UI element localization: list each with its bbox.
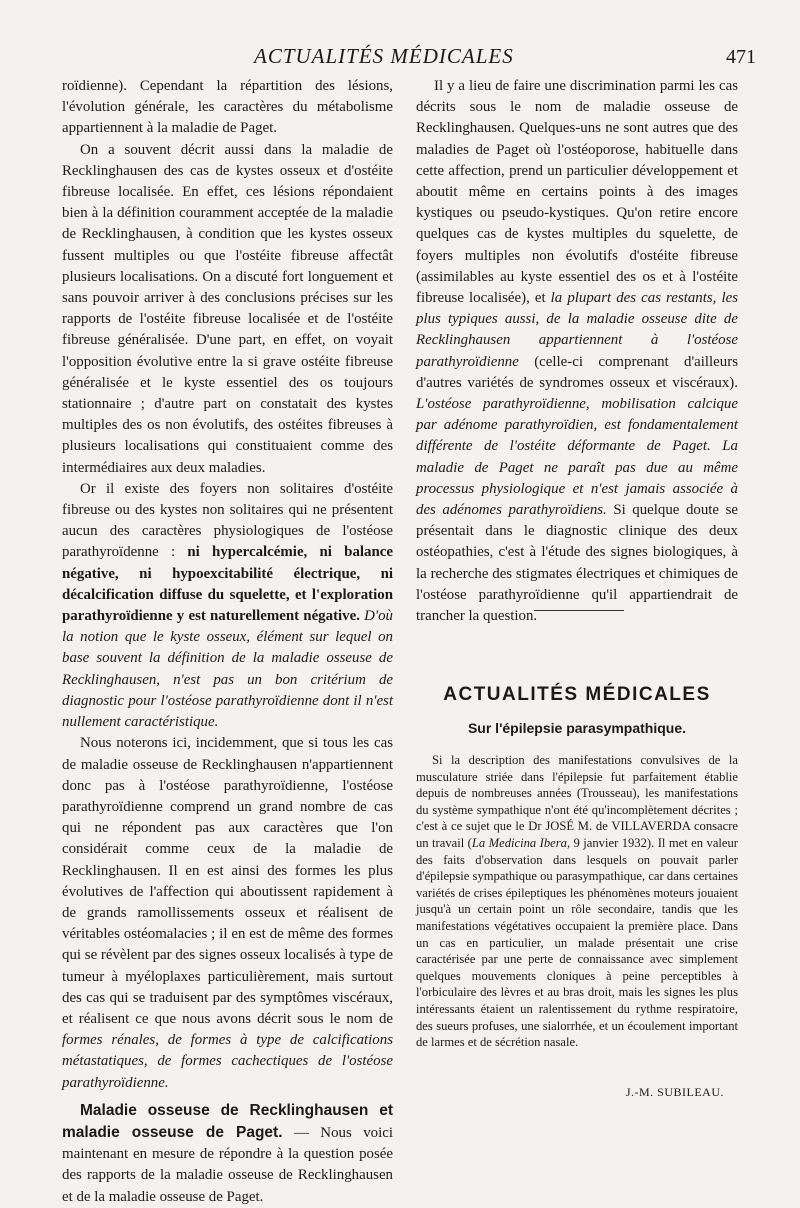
news-text-b: , 9 janvier 1932). Il met en valeur des faits d'observation dans lesquels on pouvait parler d'épilepsie sympathique ou parasympathique, car dans certaines variétés de crises épileptiques les phénomènes moteurs jouaient jusqu'à un certain point un rôle secondaire, tandis que les manifestations végétatives occupaient la première place. Dans un cas en particulier, un malade présentait une crise caractérisée par une perte de connaissance avec simplement quelques mouvements cloniques à peine perceptibles à l'orbiculaire des lèvres et au bras droit, mais les signes les plus intéressants étaient un ralentissement du rythme respiratoire, des sueurs profuses, une sialorrhée, et un écoulement important de larmes et de sécrétion nasale. — [416, 835, 738, 1050]
right-paragraph-1-italic-a: la plupart des cas restants, les plus typiques aussi, de la maladie osseuse dite de Recklinghausen appartiennent à l'ostéose parathyroïdienne — [416, 290, 738, 370]
left-paragraph-3-bold: ni hypercalcémie, ni balance négative, ni hypoexcitabilité électrique, ni décalcification diffuse du squelette, et l'exploration parathyroïdienne y est naturellement négative. — [62, 544, 393, 625]
page-number: 471 — [726, 46, 756, 68]
left-paragraph-4-text: Nous noterons ici, incidemment, que si tous les cas de maladie osseuse de Recklinghausen n'appartiennent donc pas à l'ostéose parathyroïdienne, l'ostéose parathyroïdienne comprend un grand nombre de cas qui ne répondent pas aux caractères que l'on considérait comme ceux de la maladie de Recklinghausen. Il en est ainsi des formes les plus évolutives de l'affection qui aboutissent rapidement à de grands ramollissements osseux et réalisent de véritables ostéomalacies ; il en est de même des formes qui se révèlent par des signes osseux localisés à type de tumeur à myéloplaxes particulièrement, mais surtout des cas qui se traduisent par des symptômes viscéraux, et réalisent ce que nous avons décrit sous le nom de — [62, 735, 393, 1027]
left-paragraph-4 — [62, 733, 393, 1093]
left-paragraph-5-text: — Nous voici maintenant en mesure de répondre à la question posée des rapports de la maladie osseuse de Recklinghausen et de la maladie osseuse de Paget. — [62, 1124, 393, 1205]
left-paragraph-1: roïdienne). Cependant la répartition des lésions, l'évolution générale, les caractères du métabolisme appartiennent à la maladie de Paget. — [62, 78, 393, 137]
section-heading-recklinghausen-paget: Maladie osseuse de Recklinghausen et maladie osseuse de Paget. — [62, 1101, 393, 1141]
right-column — [416, 76, 738, 627]
left-paragraph-3-text: Or il existe des foyers non solitaires d'ostéite fibreuse ou des kystes non solitaires qui ne présentent aucun des caractères physiologiques de l'ostéose parathyroïdenne : — [62, 480, 393, 561]
news-subheading: Sur l'épilepsie parasympathique. — [467, 720, 687, 736]
left-paragraph-3 — [62, 479, 393, 733]
running-head — [0, 44, 800, 70]
running-title: ACTUALITÉS MÉDICALES — [254, 44, 514, 68]
left-column — [62, 76, 393, 1208]
right-paragraph-1-italic-b: L'ostéose parathyroïdienne, mobilisation calcique par adénome parathyroïdien, est fondamentalement différente de l'ostéite déformante de Paget. La maladie de Paget ne paraît pas due au même processus physiologique et n'est jamais associée à des adénomes parathyroïdiens. — [416, 396, 738, 519]
right-paragraph-1 — [416, 76, 738, 627]
right-paragraph-1-text-b: (celle-ci comprenant d'ailleurs d'autres variétés de syndromes osseux et viscéraux). — [416, 353, 738, 391]
left-paragraph-3-italic: D'où la notion que le kyste osseux, élément sur lequel on base souvent la définition de la maladie osseuse de Recklinghausen, n'est pas un bon critérium de diagnostic pour l'ostéose parathyroïdienne dont il n'est nullement caractéristique. — [62, 608, 393, 731]
right-paragraph-1-text-c: Si quelque doute se présentait dans le diagnostic clinique des deux ostéopathies, c'est à l'étude des signes biologiques, à la recherche des stigmates électriques et chimiques de l'ostéose parathyroïdienne qu'il appartiendrait de trancher la question. — [416, 502, 738, 625]
author-signature: J.-M. SUBILEAU. — [625, 1085, 724, 1099]
news-body — [416, 752, 738, 1051]
left-paragraph-2: On a souvent décrit aussi dans la maladie de Recklinghausen des cas de kystes osseux et d'ostéite fibreuse localisée. En effet, ces lésions répondaient bien à la définition couramment acceptée de la maladie de Recklinghausen, à condition que les kystes osseux fussent multiples ou que l'ostéite fibreuse affectât plusieurs localisations. On a discuté fort longuement et sans pouvoir arriver à des conclusions précises sur les rapports de l'ostéite fibreuse localisée et de l'ostéite fibreuse généralisée. D'une part, en effet, on voyait l'opposition évolutive entre la si grave ostéite fibreuse généralisée et le kyste essentiel des os toujours stationnaire ; d'autre part on constatait des kystes multiples des os non évolutifs, des ostéites fibreuses à plusieurs localisations qui constituaient comme des intermédiaires aux deux maladies. — [62, 141, 393, 476]
section-divider — [534, 610, 624, 611]
news-heading: ACTUALITÉS MÉDICALES — [443, 684, 711, 705]
left-paragraph-5 — [62, 1100, 393, 1208]
left-paragraph-4-italic: formes rénales, de formes à type de calcifications métastatiques, de formes cachectiques de l'ostéose parathyroïdienne. — [62, 1032, 393, 1091]
right-paragraph-1-text-a: Il y a lieu de faire une discrimination parmi les cas décrits sous le nom de maladie osseuse de Recklinghausen. Quelques-uns ne sont autres que des maladies de Paget où l'ostéoporose, habituelle dans cette affection, prend un particulier développement et aboutit même en certains points à des images kystiques ou pseudo-kystiques. Qu'on retire encore quelques cas de kystes multiples du squelette, de foyers multiples non évolutifs d'ostéite fibreuse (assimilables au kyste essentiel des os et à l'ostéite fibreuse localisée), et — [416, 78, 738, 307]
news-journal-title: La Medicina Ibera — [471, 835, 567, 850]
news-text-a: Si la description des manifestations convulsives de la musculature striée dans l'épilepsie fut parfaitement établie depuis de nombreuses années (Trousseau), les manifestations du système sympathique n'ont été qu'incomplètement décrites ; c'est à ce sujet que le Dr JOSÉ M. de VILLAVERDA consacre un travail ( — [416, 753, 738, 850]
news-paragraph — [416, 752, 738, 1051]
